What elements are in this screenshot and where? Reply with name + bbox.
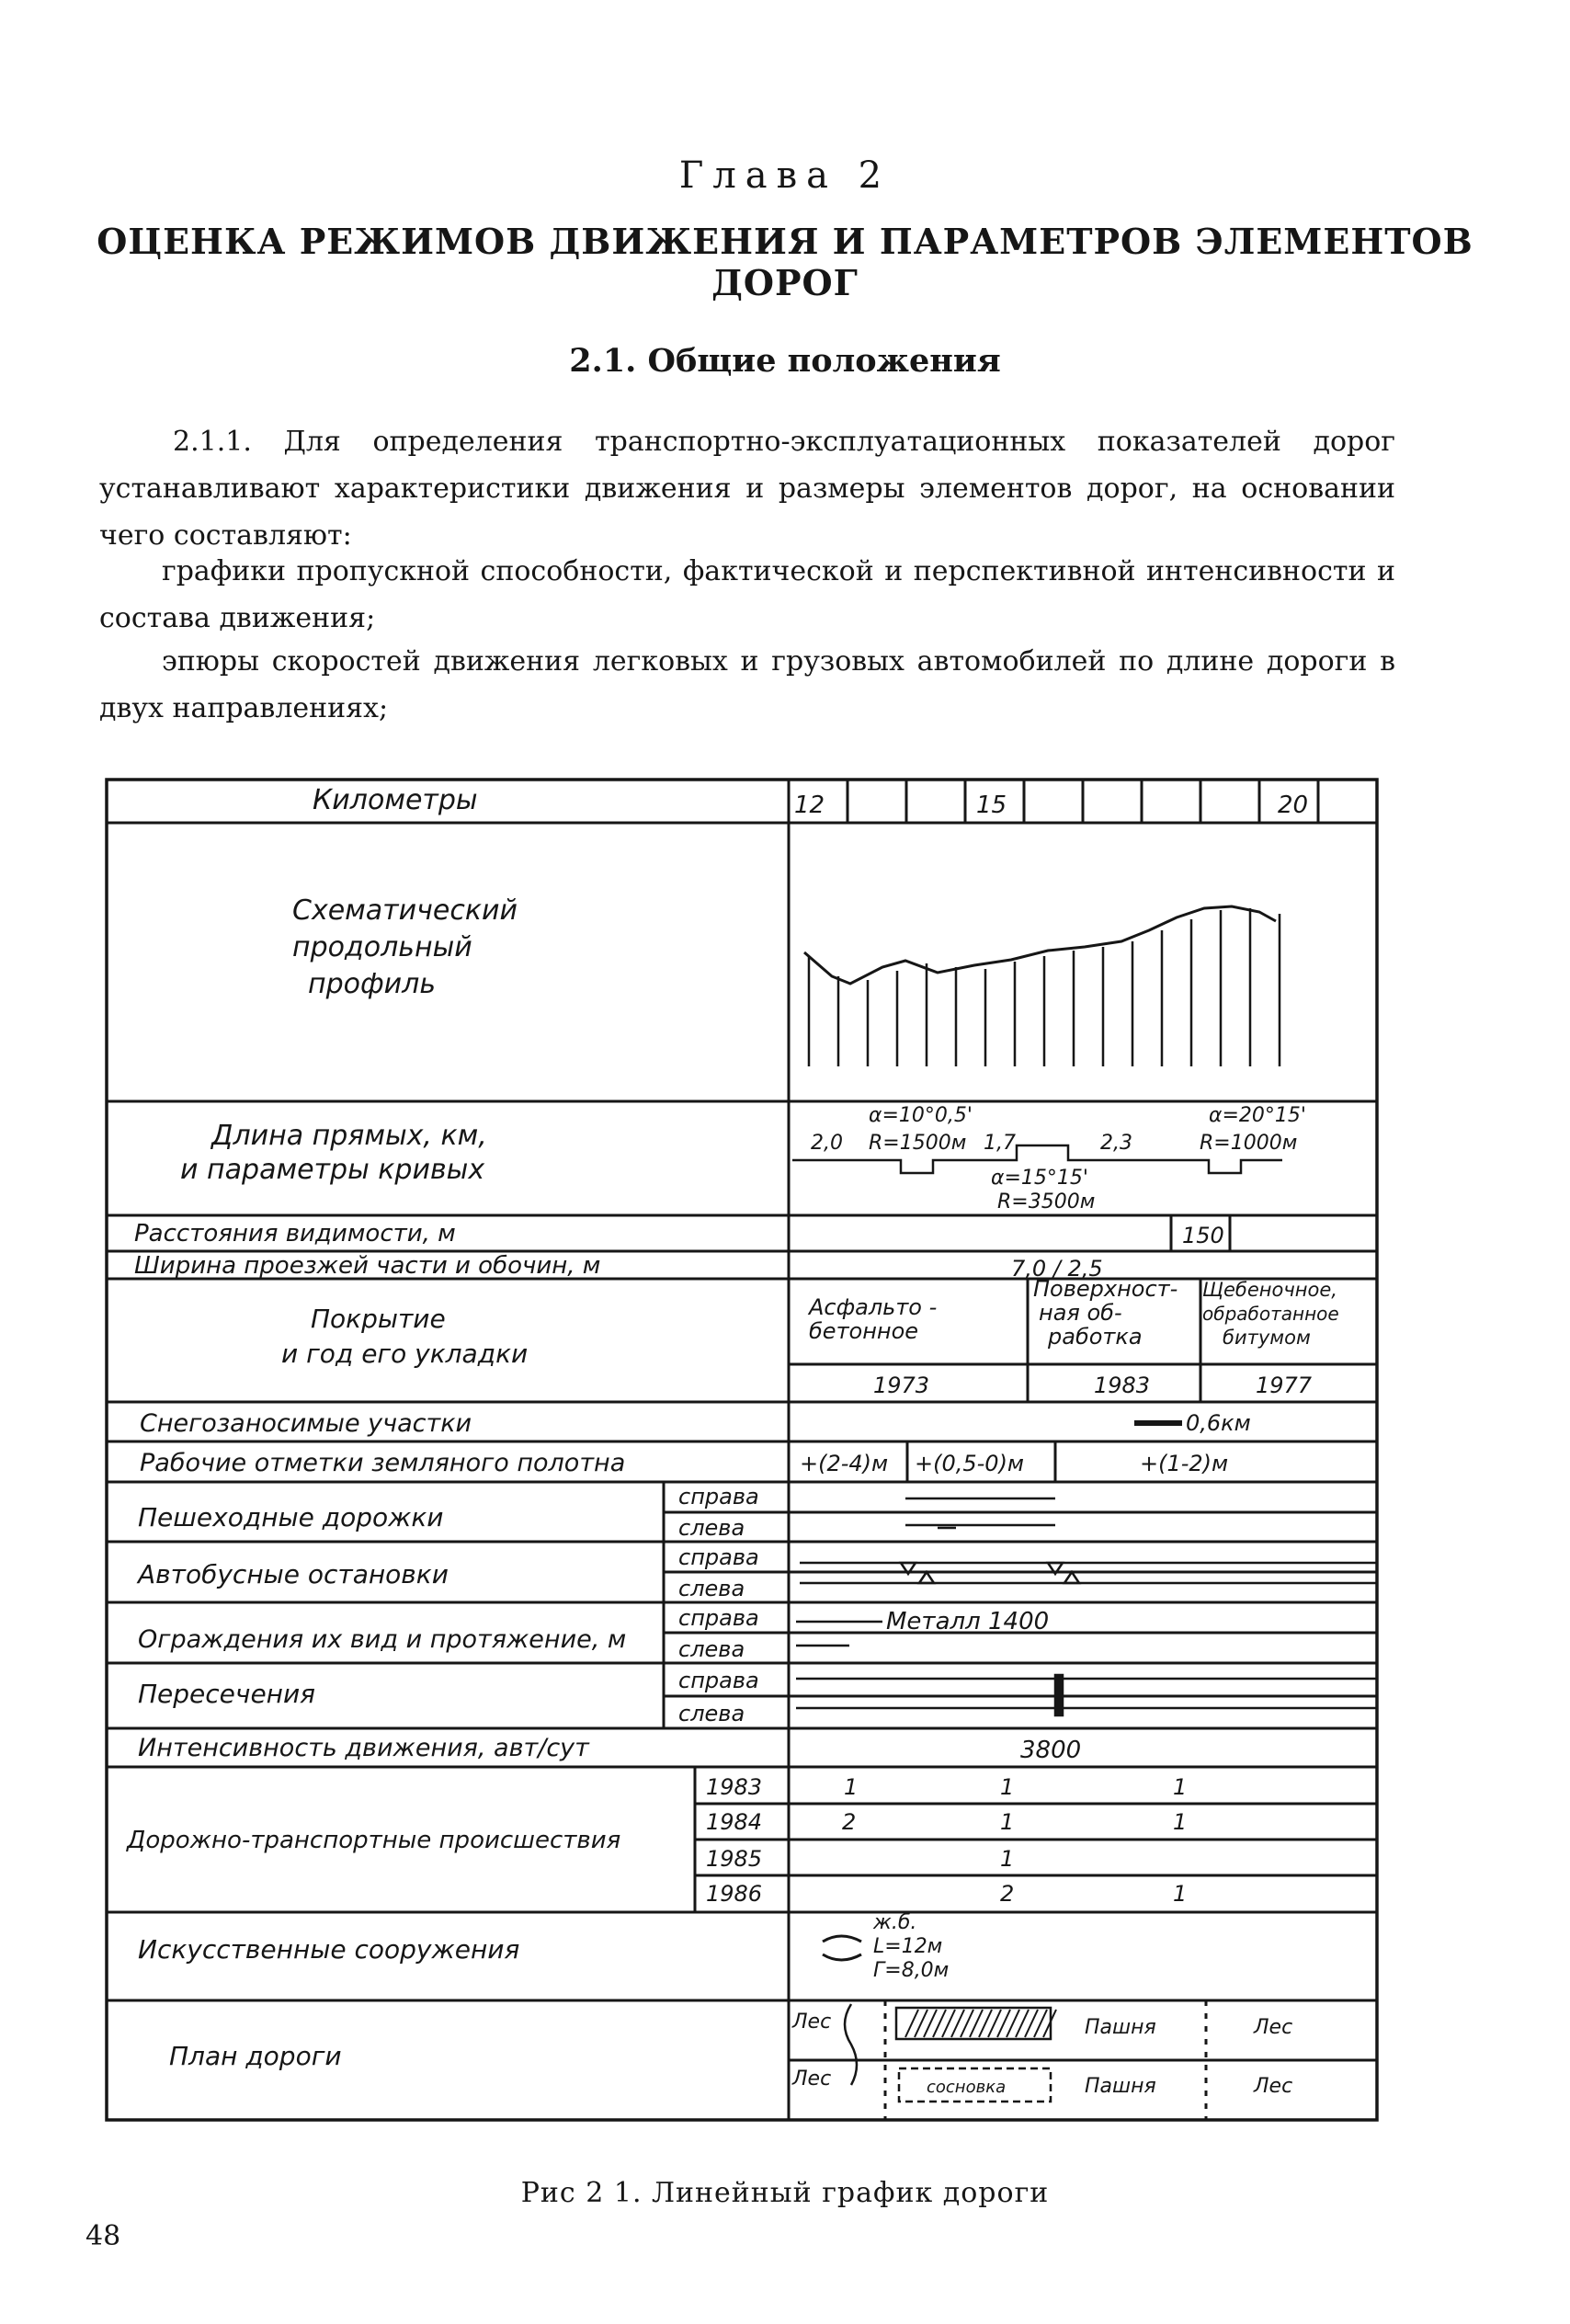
curve-2-alpha: α=15°15' — [991, 1167, 1088, 1190]
accident-count: 2 — [842, 1809, 857, 1835]
chapter-title-line-1: ОЦЕНКА РЕЖИМОВ ДВИЖЕНИЯ И ПАРАМЕТРОВ ЭЛЕМЕНТОВ — [97, 221, 1473, 262]
surface-1-line-1: Асфальто - — [809, 1294, 938, 1320]
surface-3-line-3: битумом — [1223, 1327, 1311, 1349]
surface-2-line-2: ная об- — [1039, 1300, 1122, 1326]
accident-year: 1985 — [706, 1846, 763, 1872]
intensity-value: 3800 — [1020, 1737, 1082, 1764]
curve-1-radius: R=1500м — [869, 1132, 967, 1155]
accident-count: 2 — [1000, 1881, 1015, 1907]
straight-length-3: 2,3 — [1100, 1132, 1132, 1155]
surface-3-line-2: обработанное — [1202, 1303, 1339, 1325]
surface-3-line-1: Щебеночное, — [1202, 1279, 1337, 1301]
accident-year: 1986 — [706, 1881, 763, 1907]
profile-terrain-line — [804, 906, 1276, 984]
accident-year: 1983 — [706, 1774, 763, 1800]
bridge-symbol — [823, 1936, 861, 1960]
side-label-right: справа — [678, 1484, 759, 1509]
page-number: 48 — [85, 2220, 121, 2252]
side-label-right: справа — [678, 1668, 759, 1693]
row-label-snow: Снегозаносимые участки — [140, 1409, 472, 1438]
row-label-accidents: Дорожно-транспортные происшествия — [127, 1827, 621, 1854]
chapter-heading: Глава 2 — [678, 154, 892, 197]
plan-field-left: Пашня — [1085, 2075, 1156, 2098]
row-label-profile-2: продольный — [292, 931, 472, 963]
surface-1-line-2: бетонное — [809, 1318, 919, 1344]
accident-count: 1 — [1000, 1774, 1015, 1800]
bridge-height: Г=8,0м — [873, 1959, 950, 1982]
plan-forest-far-left: Лес — [1254, 2075, 1293, 2098]
visibility-value: 150 — [1182, 1223, 1224, 1248]
width-value: 7,0 / 2,5 — [1011, 1256, 1103, 1282]
accident-count: 1 — [1173, 1774, 1188, 1800]
bridge-length: L=12м — [873, 1935, 943, 1958]
accident-count: 1 — [844, 1774, 859, 1800]
row-label-profile-3: профиль — [308, 968, 437, 1000]
surface-2-line-1: Поверхност- — [1033, 1276, 1178, 1302]
row-label-structures: Искусственные сооружения — [138, 1934, 520, 1965]
curve-3-radius: R=1000м — [1200, 1132, 1298, 1155]
km-tick-label: 20 — [1278, 792, 1309, 819]
section-heading: 2.1. Общие положения — [569, 342, 1001, 380]
side-label-right: справа — [678, 1605, 759, 1631]
plan-forest-right: Лес — [792, 2011, 832, 2034]
marks-value-2: +(0,5-0)м — [915, 1451, 1025, 1476]
surface-1-year: 1973 — [873, 1373, 930, 1398]
paragraph-2-1-1: 2.1.1. Для определения транспортно-эксплуатационных показателей дорог устанавливают характеристики движения и размеры элементов дорог, на основании чего составляют: — [99, 426, 1395, 552]
marks-value-1: +(2-4)м — [800, 1451, 889, 1476]
marks-value-3: +(1-2)м — [1140, 1451, 1229, 1476]
row-label-footpaths: Пешеходные дорожки — [138, 1502, 444, 1532]
side-label-left: слева — [678, 1636, 745, 1662]
row-label-crossings: Пересечения — [138, 1679, 316, 1709]
surface-2-line-3: работка — [1048, 1324, 1143, 1350]
km-tick-label: 15 — [976, 792, 1007, 819]
snow-value: 0,6км — [1186, 1410, 1251, 1436]
accident-count: 1 — [1000, 1809, 1015, 1835]
side-label-left: слева — [678, 1701, 745, 1726]
surface-2-year: 1983 — [1094, 1373, 1151, 1398]
row-label-surface-1: Покрытие — [311, 1304, 446, 1334]
row-label-visibility: Расстояния видимости, м — [134, 1220, 456, 1247]
plan-forest-left: Лес — [792, 2068, 832, 2090]
row-label-km: Километры — [313, 784, 478, 816]
row-label-curves-1: Длина прямых, км, — [211, 1120, 487, 1152]
plan-forest-far-right: Лес — [1254, 2016, 1293, 2039]
straight-length-1: 2,0 — [811, 1132, 843, 1155]
straight-length-2: 1,7 — [984, 1132, 1016, 1155]
km-tick-label: 12 — [794, 792, 825, 819]
barrier-value: Металл 1400 — [886, 1608, 1050, 1635]
side-label-right: справа — [678, 1544, 759, 1570]
surface-3-year: 1977 — [1256, 1373, 1313, 1398]
accident-year: 1984 — [706, 1809, 763, 1835]
curve-3-alpha: α=20°15' — [1209, 1104, 1306, 1127]
paragraph-capacity-graphs: графики пропускной способности, фактической и перспективной интенсивности и состава движения; — [99, 555, 1395, 634]
row-label-intensity: Интенсивность движения, авт/сут — [138, 1734, 589, 1762]
row-label-surface-2: и год его укладки — [281, 1339, 529, 1369]
row-label-marks: Рабочие отметки земляного полотна — [140, 1449, 626, 1477]
plan-field-right: Пашня — [1085, 2016, 1156, 2039]
graph-linear-features — [796, 1498, 1377, 1715]
curve-2-radius: R=3500м — [997, 1190, 1096, 1213]
plan-pine-forest: сосновка — [927, 2078, 1007, 2097]
curve-1-alpha: α=10°0,5' — [869, 1104, 973, 1127]
accident-count: 1 — [1173, 1881, 1188, 1907]
paragraph-speed-diagrams: эпюры скоростей движения легковых и грузовых автомобилей по длине дороги в двух направлениях; — [99, 645, 1395, 724]
row-label-bus-stops: Автобусные остановки — [138, 1559, 449, 1589]
chapter-title-line-2: ДОРОГ — [711, 262, 859, 303]
accident-count: 1 — [1000, 1846, 1015, 1872]
row-label-profile-1: Схематический — [292, 894, 518, 927]
bridge-type: ж.б. — [873, 1911, 917, 1934]
side-label-left: слева — [678, 1576, 745, 1601]
side-label-left: слева — [678, 1515, 745, 1541]
row-label-plan: План дороги — [169, 2041, 342, 2071]
row-label-width: Ширина проезжей части и обочин, м — [134, 1252, 601, 1280]
row-label-barriers: Ограждения их вид и протяжение, м — [138, 1625, 627, 1654]
row-label-curves-2: и параметры кривых — [180, 1154, 485, 1186]
accident-count: 1 — [1173, 1809, 1188, 1835]
figure-caption: Рис 2 1. Линейный график дороги — [520, 2177, 1050, 2209]
